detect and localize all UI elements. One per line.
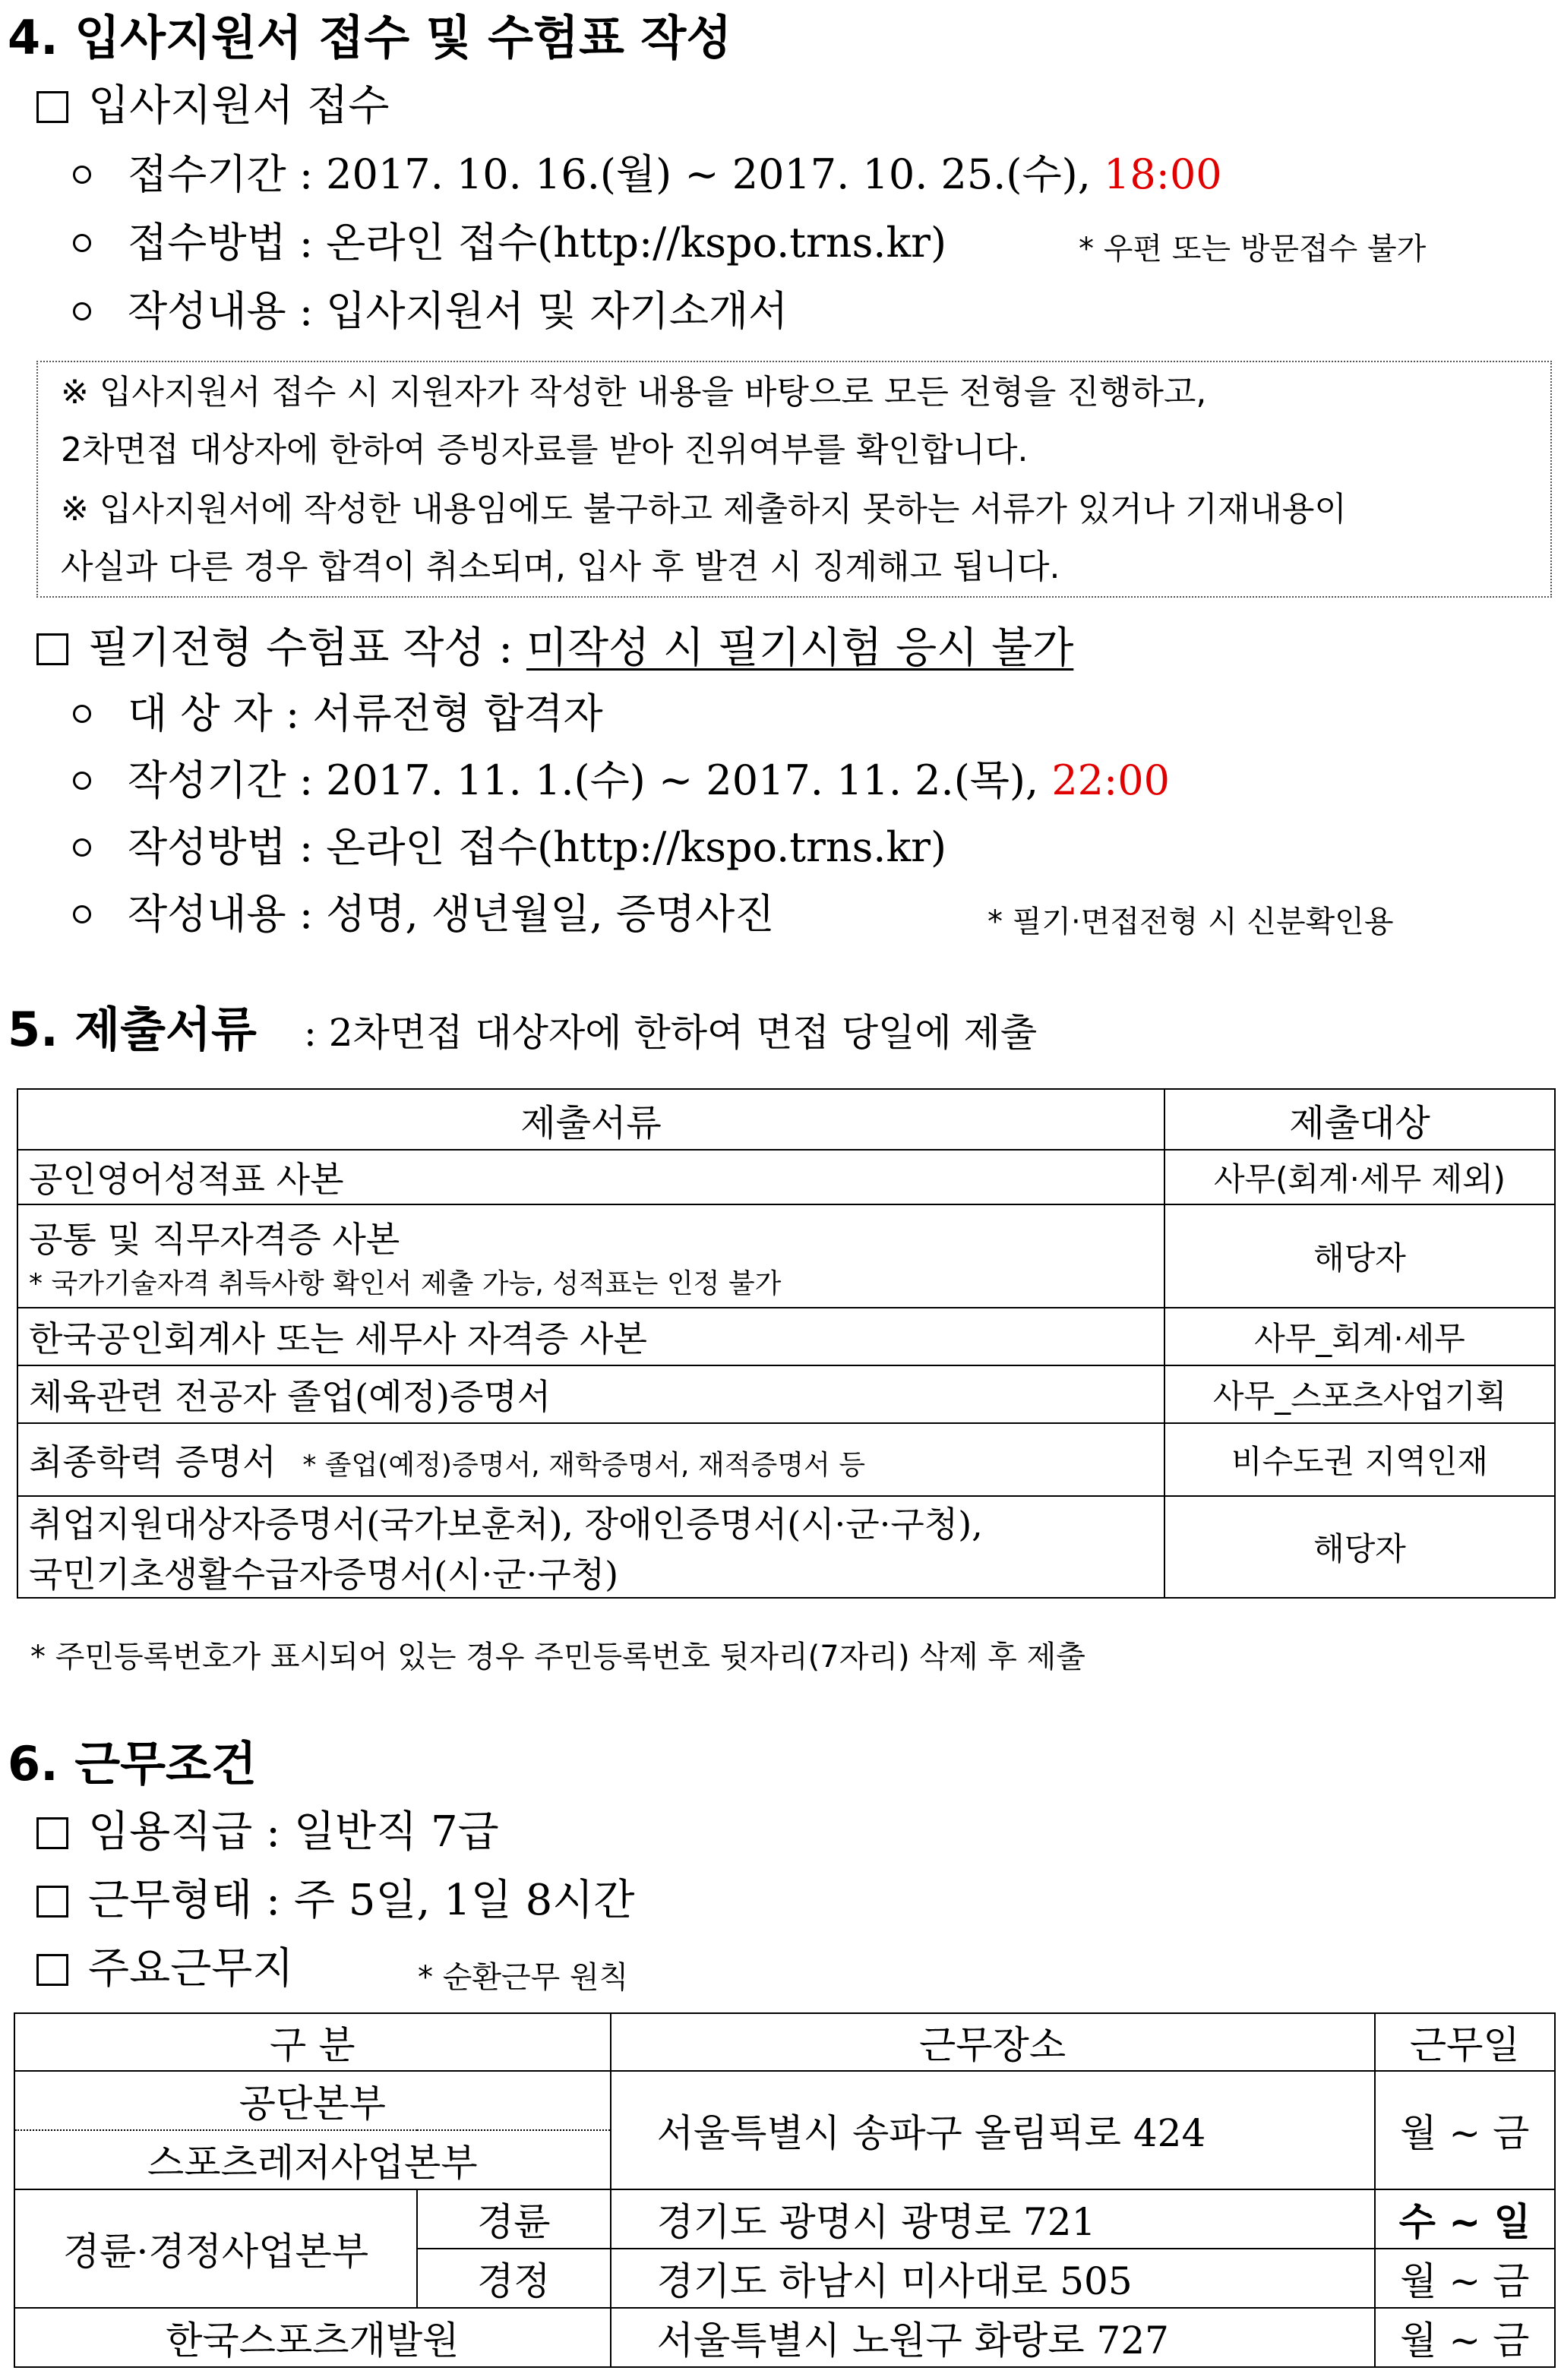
- bullet-write-period: [73, 754, 1170, 807]
- sub-item-application: [36, 79, 389, 134]
- deadline-time: 22:00: [1051, 756, 1170, 804]
- target-cell: 해당자: [1164, 1496, 1555, 1598]
- notice-line: 2차면접 대상자에 한하여 증빙자료를 받아 진위여부를 확인합니다.: [61, 431, 1029, 469]
- column-header: 제출서류: [17, 1089, 1164, 1150]
- column-header: 근무장소: [611, 2013, 1375, 2071]
- work-grade: [36, 1805, 499, 1860]
- sub-item-label: 입사지원서 접수: [88, 81, 390, 131]
- place-cell: 서울특별시 노원구 화랑로 727: [611, 2308, 1375, 2367]
- column-header: 구 분: [14, 2013, 611, 2071]
- column-header: 제출대상: [1164, 1089, 1555, 1150]
- checkbox-square-icon: [36, 1886, 68, 1918]
- work-place-note: * 순환근무 원칙: [418, 1960, 629, 1995]
- work-type: [36, 1873, 634, 1928]
- day-cell: 월 ~ 금: [1375, 2071, 1555, 2189]
- sub-item-admission-ticket: [36, 621, 1073, 676]
- target-cell: 비수도권 지역인재: [1164, 1423, 1555, 1496]
- doc-cell: 체육관련 전공자 졸업(예정)증명서: [17, 1365, 1164, 1423]
- bullet-text: 대 상 자 : 서류전형 합격자: [128, 690, 603, 737]
- doc-note: * 졸업(예정)증명서, 재학증명서, 재적증명서 등: [302, 1450, 866, 1481]
- bullet-write-content: [73, 888, 774, 941]
- org-cell: 공단본부: [14, 2071, 611, 2130]
- table-header-row: [14, 2013, 1555, 2071]
- table-row: [17, 1423, 1555, 1496]
- table-row: [14, 2308, 1555, 2367]
- table-row: [17, 1204, 1555, 1308]
- circle-bullet-icon: [73, 905, 91, 923]
- day-cell: 월 ~ 금: [1375, 2249, 1555, 2308]
- doc-title: 공통 및 직무자격증 사본: [29, 1218, 400, 1260]
- target-cell: 사무_회계·세무: [1164, 1308, 1555, 1365]
- sub-org-cell: 경정: [417, 2249, 611, 2308]
- sub-item-label: 근무형태 : 주 5일, 1일 8시간: [88, 1876, 635, 1925]
- bullet-content: [73, 285, 788, 338]
- sub-org-cell: 경륜: [417, 2189, 611, 2249]
- org-cell: 스포츠레저사업본부: [14, 2130, 611, 2189]
- bullet-text: 작성내용 : 입사지원서 및 자기소개서: [128, 287, 788, 335]
- checkbox-square-icon: [36, 91, 68, 123]
- doc-cell: [17, 1496, 1164, 1598]
- day-cell: 수 ~ 일: [1375, 2189, 1555, 2249]
- doc-title-line2: 국민기초생활수급자증명서(시·군·구청): [29, 1554, 619, 1595]
- table-header-row: [17, 1089, 1555, 1150]
- sub-item-label: 필기전형 수험표 작성 :: [88, 623, 526, 673]
- bullet-text: 작성내용 : 성명, 생년월일, 증명사진: [128, 890, 775, 938]
- place-cell: 경기도 광명시 광명로 721: [611, 2189, 1375, 2249]
- doc-note: * 국가기술자격 취득사항 확인서 제출 가능, 성적표는 인정 불가: [29, 1267, 782, 1299]
- deadline-time: 18:00: [1104, 150, 1222, 198]
- section-5-subtitle: : 2차면접 대상자에 한하여 면접 당일에 제출: [304, 1011, 1038, 1055]
- circle-bullet-icon: [73, 234, 91, 252]
- table-row: [17, 1308, 1555, 1365]
- section-5-title: 5. 제출서류: [8, 1002, 257, 1057]
- workplace-table: [14, 2012, 1556, 2368]
- sub-item-label: 임용직급 : 일반직 7급: [88, 1807, 499, 1857]
- table-row: [17, 1150, 1555, 1204]
- table-row: [17, 1365, 1555, 1423]
- circle-bullet-icon: [73, 705, 91, 723]
- notice-line: ※ 입사지원서 접수 시 지원자가 작성한 내용을 바탕으로 모든 전형을 진행하고,: [61, 373, 1207, 412]
- circle-bullet-icon: [73, 166, 91, 184]
- section-6-title: 6. 근무조건: [8, 1736, 257, 1791]
- doc-title: 최종학력 증명서: [29, 1441, 276, 1482]
- content-note: * 필기·면접전형 시 신분확인용: [987, 904, 1394, 939]
- sub-item-label: 주요근무지: [88, 1944, 294, 1993]
- notice-line: 사실과 다른 경우 합격이 취소되며, 입사 후 발견 시 징계해고 됩니다.: [61, 548, 1060, 586]
- bullet-target: [73, 687, 603, 740]
- target-cell: 해당자: [1164, 1204, 1555, 1308]
- section-4-title: 4. 입사지원서 접수 및 수험표 작성: [8, 10, 732, 65]
- table-row: [17, 1496, 1555, 1598]
- day-cell: 월 ~ 금: [1375, 2308, 1555, 2367]
- place-cell: 경기도 하남시 미사대로 505: [611, 2249, 1375, 2308]
- notice-box: [36, 361, 1552, 598]
- doc-cell: [17, 1204, 1164, 1308]
- table-row: [14, 2071, 1555, 2130]
- bullet-write-method: [73, 821, 946, 874]
- checkbox-square-icon: [36, 1954, 68, 1986]
- doc-title: 취업지원대상자증명서(국가보훈처), 장애인증명서(시·군·구청),: [29, 1504, 983, 1545]
- circle-bullet-icon: [73, 772, 91, 790]
- bullet-method: [73, 216, 946, 270]
- circle-bullet-icon: [73, 838, 91, 857]
- doc-cell: 한국공인회계사 또는 세무사 자격증 사본: [17, 1308, 1164, 1365]
- documents-footnote: * 주민등록번호가 표시되어 있는 경우 주민등록번호 뒷자리(7자리) 삭제 후 제출: [30, 1640, 1085, 1675]
- method-note: * 우편 또는 방문접수 불가: [1079, 232, 1427, 267]
- org-cell: 경륜·경정사업본부: [14, 2189, 417, 2308]
- notice-line: ※ 입사지원서에 작성한 내용임에도 불구하고 제출하지 못하는 서류가 있거나 기재내용이: [61, 490, 1347, 529]
- bullet-text: 접수방법 : 온라인 접수(http://kspo.trns.kr): [128, 219, 947, 267]
- target-cell: 사무_스포츠사업기획: [1164, 1365, 1555, 1423]
- doc-cell: 공인영어성적표 사본: [17, 1150, 1164, 1204]
- circle-bullet-icon: [73, 302, 91, 320]
- target-cell: 사무(회계·세무 제외): [1164, 1150, 1555, 1204]
- bullet-text: 작성방법 : 온라인 접수(http://kspo.trns.kr): [128, 823, 947, 871]
- bullet-period: [73, 148, 1222, 201]
- place-cell: 서울특별시 송파구 올림픽로 424: [611, 2071, 1375, 2189]
- table-row: [14, 2189, 1555, 2249]
- doc-cell: [17, 1423, 1164, 1496]
- warning-text: 미작성 시 필기시험 응시 불가: [526, 623, 1074, 673]
- checkbox-square-icon: [36, 633, 68, 665]
- column-header: 근무일: [1375, 2013, 1555, 2071]
- org-cell: 한국스포츠개발원: [14, 2308, 611, 2367]
- bullet-text: 작성기간 : 2017. 11. 1.(수) ~ 2017. 11. 2.(목),: [128, 756, 1052, 804]
- work-place: [36, 1942, 293, 1996]
- documents-table: [17, 1088, 1556, 1599]
- checkbox-square-icon: [36, 1817, 68, 1849]
- bullet-text: 접수기간 : 2017. 10. 16.(월) ~ 2017. 10. 25.(수),: [128, 150, 1104, 198]
